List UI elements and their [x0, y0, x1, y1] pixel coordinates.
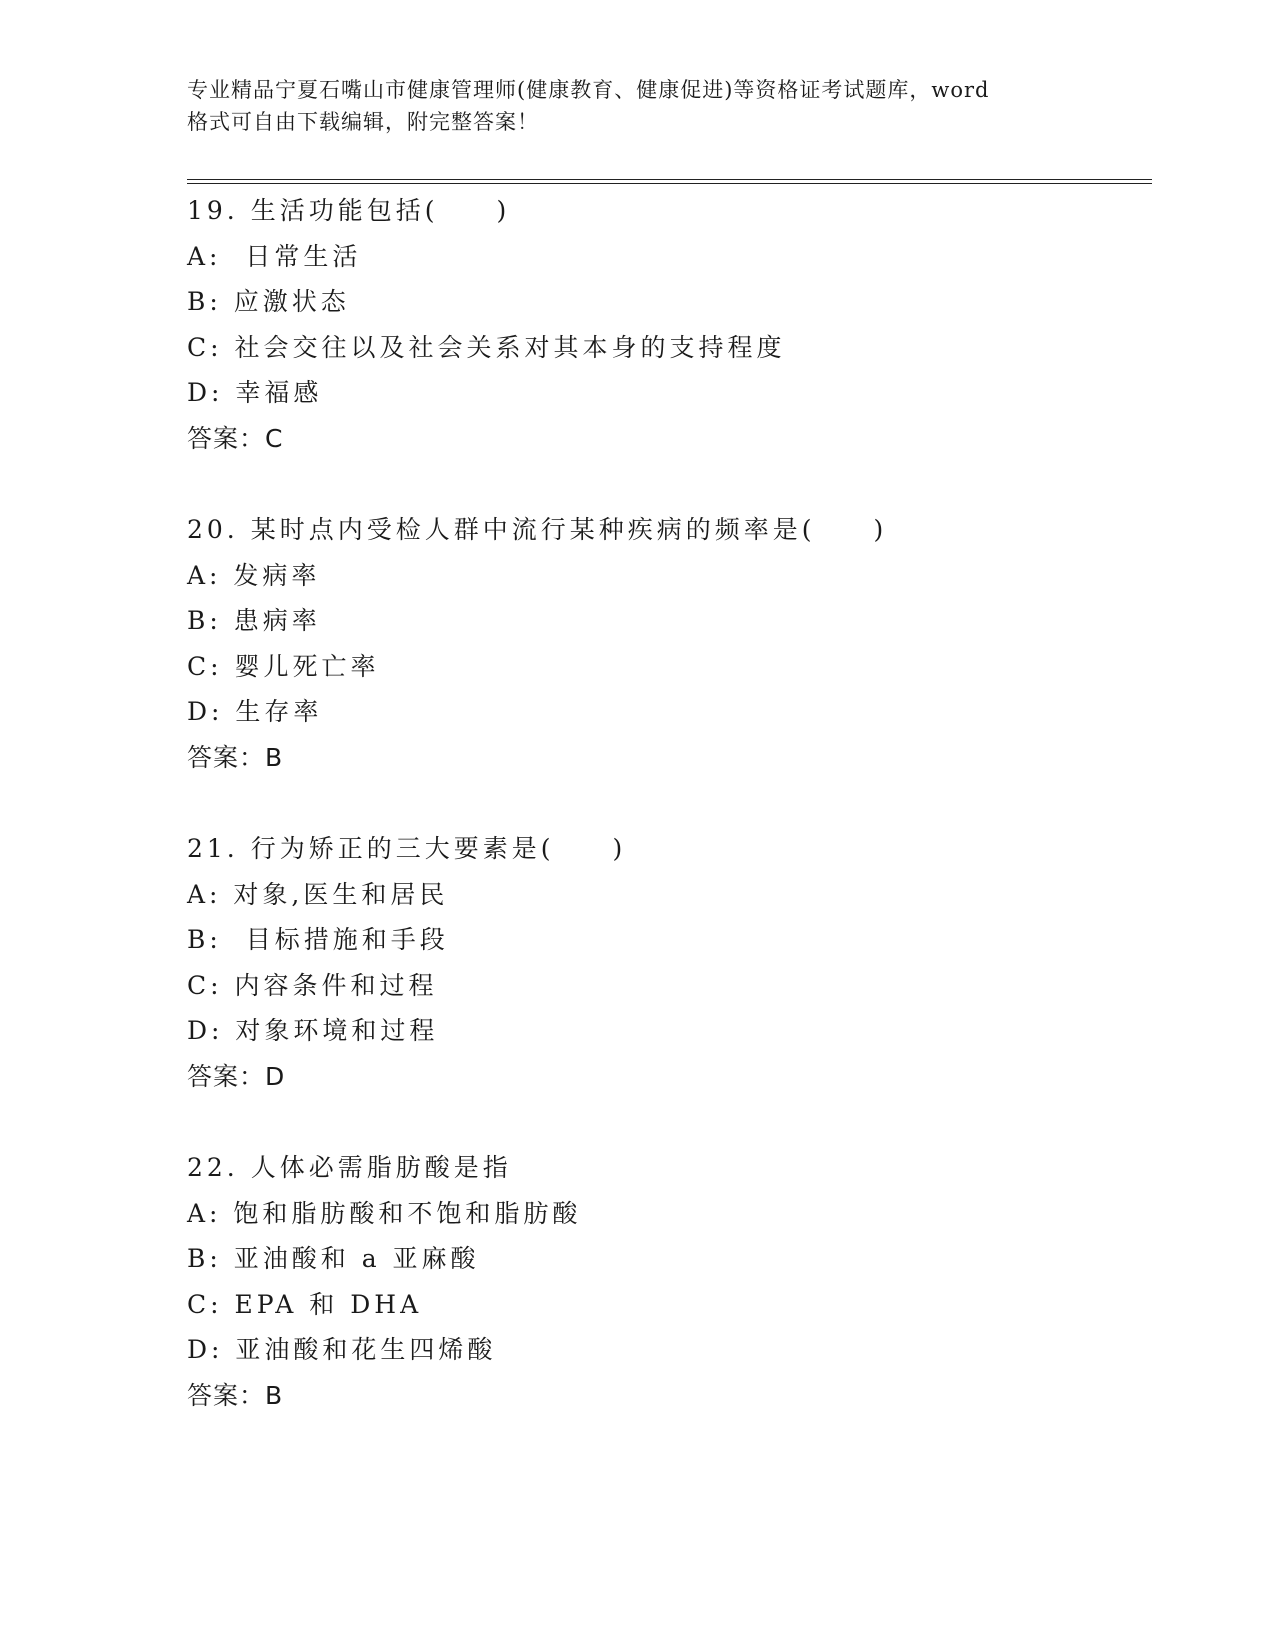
header-divider-top [187, 179, 1152, 180]
option-a: A: 日常生活 [187, 241, 362, 271]
option-b: B: 目标措施和手段 [187, 925, 449, 954]
option-b: B: 应激状态 [187, 287, 350, 316]
question-21 [187, 826, 1147, 1099]
option-b: B: 患病率 [187, 606, 321, 635]
question-stem: 19. 生活功能包括( ) [187, 196, 511, 225]
question-19 [187, 188, 1147, 461]
header-divider-bottom [187, 183, 1152, 184]
option-c: C: 社会交往以及社会关系对其本身的支持程度 [187, 332, 786, 362]
option-c: C: EPA 和 DHA [187, 1289, 423, 1319]
question-stem: 20. 某时点内受检人群中流行某种疾病的频率是( ) [187, 515, 888, 544]
option-b: B: 亚油酸和 a 亚麻酸 [187, 1244, 480, 1273]
question-22 [187, 1145, 1147, 1418]
question-stem: 21. 行为矫正的三大要素是( ) [187, 834, 627, 863]
option-a: A: 发病率 [187, 560, 321, 590]
option-a: A: 对象,医生和居民 [187, 879, 449, 909]
option-d: D: 生存率 [187, 697, 323, 726]
answer: 答案：D [187, 1061, 286, 1091]
document-header [187, 74, 1087, 138]
option-d: D: 对象环境和过程 [187, 1016, 439, 1045]
answer: 答案：C [187, 423, 284, 453]
question-20 [187, 507, 1147, 780]
option-d: D: 幸福感 [187, 378, 323, 407]
answer: 答案：B [187, 742, 284, 772]
header-line-1: 专业精品宁夏石嘴山市健康管理师(健康教育、健康促进)等资格证考试题库，word [187, 78, 990, 102]
option-d: D: 亚油酸和花生四烯酸 [187, 1335, 497, 1364]
answer: 答案：B [187, 1380, 284, 1410]
option-c: C: 婴儿死亡率 [187, 651, 380, 681]
option-c: C: 内容条件和过程 [187, 970, 438, 1000]
option-a: A: 饱和脂肪酸和不饱和脂肪酸 [187, 1198, 582, 1228]
header-line-2: 格式可自由下载编辑，附完整答案！ [187, 110, 539, 134]
question-stem: 22. 人体必需脂肪酸是指 [187, 1153, 512, 1182]
